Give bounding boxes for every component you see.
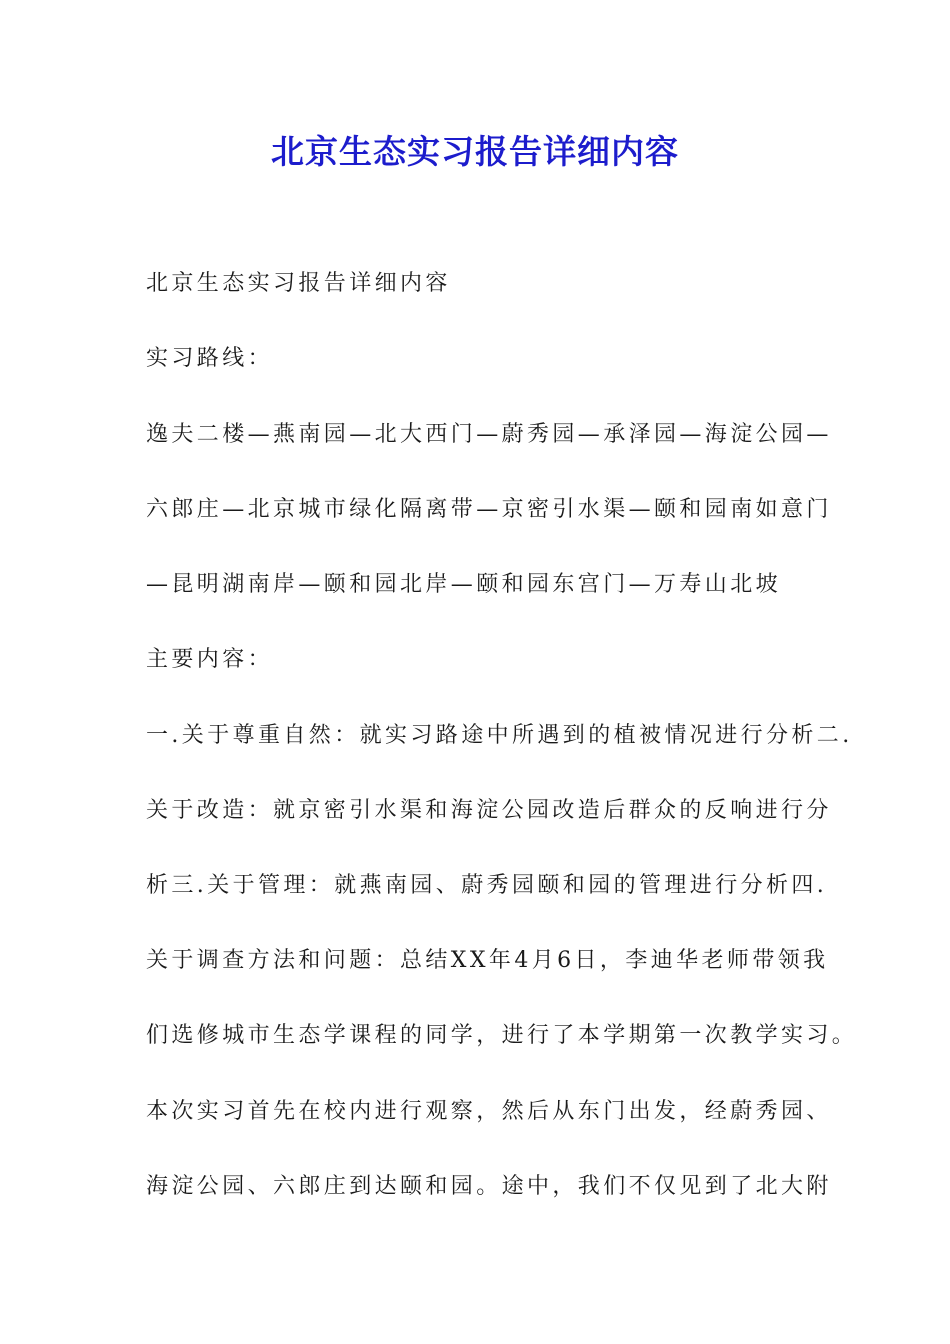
body-line: 本次实习首先在校内进行观察，然后从东门出发，经蔚秀园、 [146, 1099, 832, 1124]
body-line: 析三.关于管理：就燕南园、蔚秀园颐和园的管理进行分析四. [146, 873, 828, 898]
route-line-1: 逸夫二楼—燕南园—北大西门—蔚秀园—承泽园—海淀公园— [146, 422, 832, 447]
route-line-3: —昆明湖南岸—颐和园北岸—颐和园东宫门—万寿山北坡 [146, 572, 782, 597]
body-line: 关于改造：就京密引水渠和海淀公园改造后群众的反响进行分 [146, 798, 832, 823]
body-line: 海淀公园、六郎庄到达颐和园。途中，我们不仅见到了北大附 [146, 1174, 832, 1199]
document-title: 北京生态实习报告详细内容 [271, 132, 679, 171]
body-line: 关于调查方法和问题：总结XX年4月6日，李迪华老师带领我 [146, 948, 829, 973]
body-line: 一.关于尊重自然：就实习路途中所遇到的植被情况进行分析二. [146, 723, 853, 748]
route-heading: 实习路线： [146, 346, 274, 371]
subtitle-line: 北京生态实习报告详细内容 [146, 271, 451, 296]
body-line: 们选修城市生态学课程的同学，进行了本学期第一次教学实习。 [146, 1023, 858, 1048]
content-heading: 主要内容： [146, 647, 274, 672]
route-line-2: 六郎庄—北京城市绿化隔离带—京密引水渠—颐和园南如意门 [146, 497, 832, 522]
